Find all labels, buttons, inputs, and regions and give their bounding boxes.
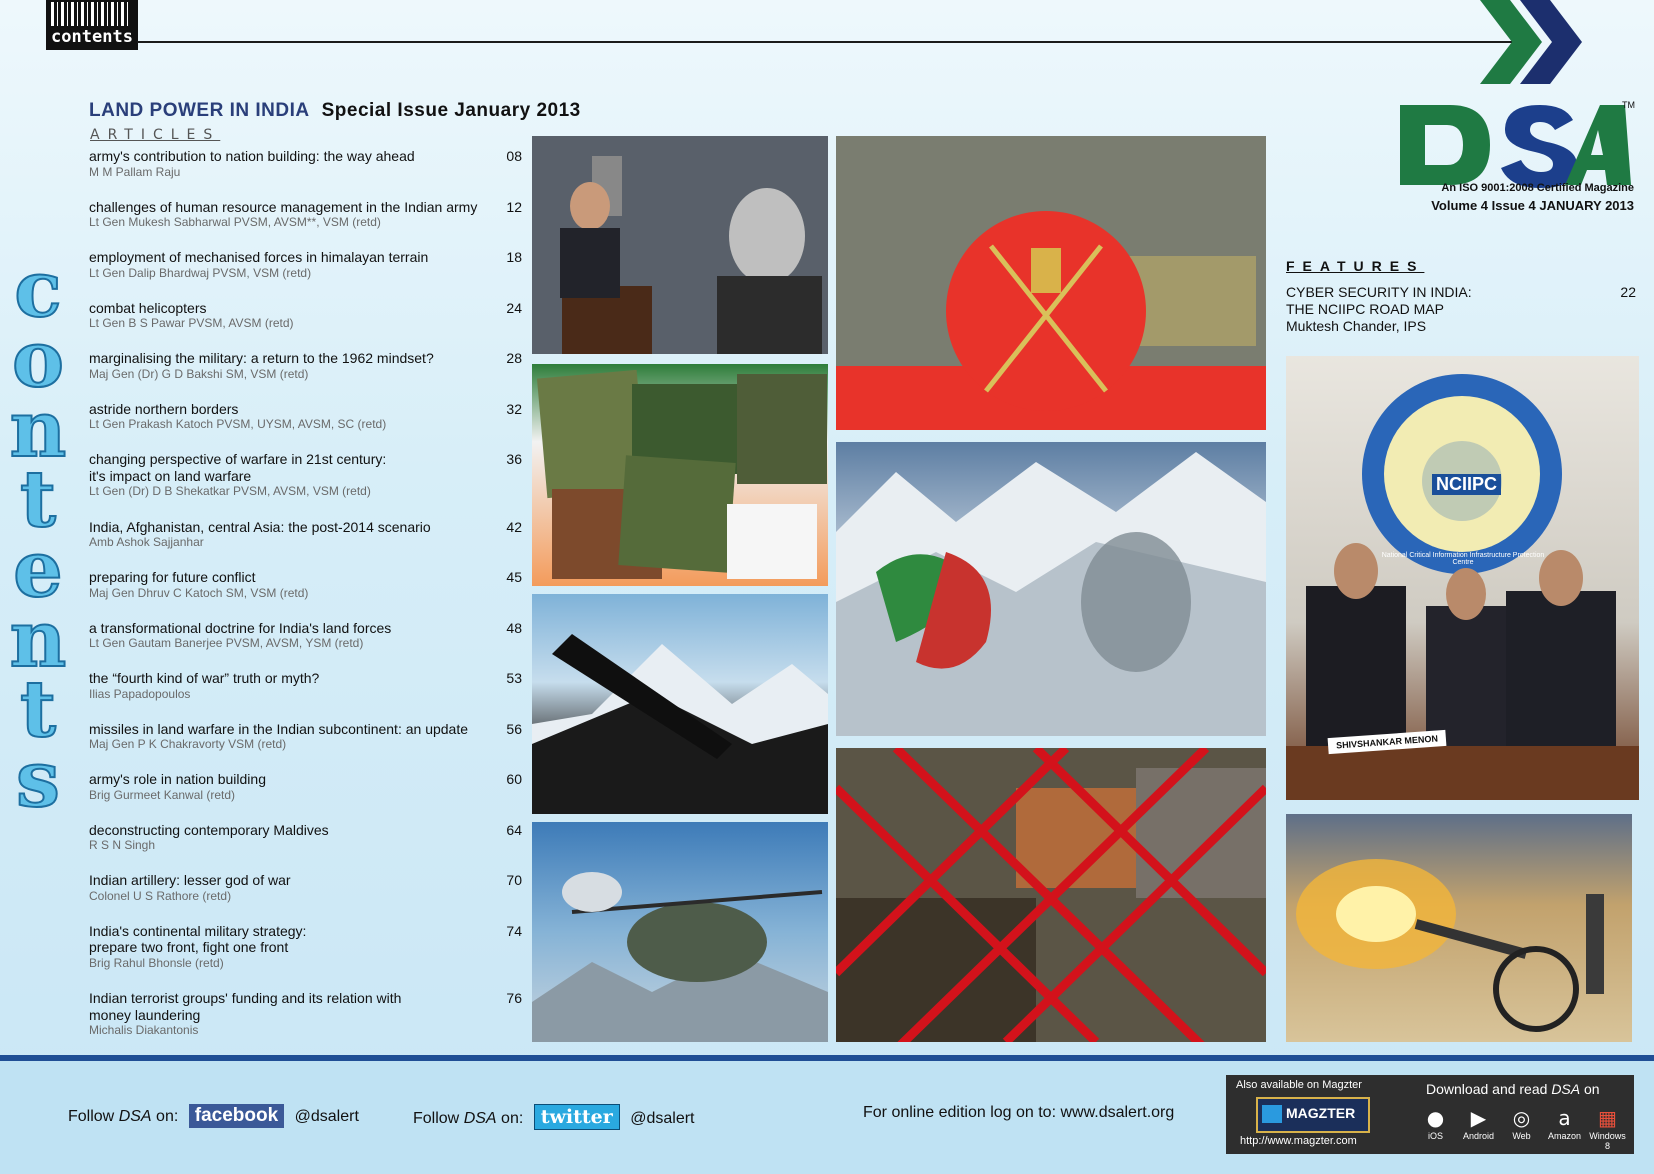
platform-web[interactable] [1500, 1105, 1543, 1141]
article-list [89, 148, 526, 1058]
side-word-letter: c [14, 244, 62, 335]
twitter-handle[interactable]: @dsalert [630, 1110, 695, 1127]
article-page-number: 76 [506, 990, 522, 1006]
amazon-icon: a [1558, 1106, 1571, 1130]
magzter-promo[interactable] [1226, 1075, 1634, 1154]
article-author: Brig Gurmeet Kanwal (retd) [89, 787, 236, 802]
article-author: Lt Gen Mukesh Sabharwal PVSM, AVSM**, VSM (retd) [89, 215, 381, 229]
side-word-letter: o [11, 314, 65, 405]
photo-minister-speaking [532, 136, 828, 354]
article-author: Maj Gen (Dr) G D Bakshi SM, VSM (retd) [89, 366, 309, 381]
article-page-number: 36 [506, 451, 522, 467]
article-page-number: 32 [506, 400, 522, 417]
online-edition-link[interactable]: For online edition log on to: www.dsalert.org [863, 1104, 1175, 1121]
article-entry[interactable] [89, 401, 526, 452]
side-word-letter: n [9, 384, 67, 475]
article-page-number: 18 [506, 249, 522, 265]
article-author: Ilias Papadopoulos [89, 686, 191, 701]
article-title: a transformational doctrine for India's land forces [89, 619, 392, 636]
article-entry[interactable] [89, 822, 526, 873]
article-page-number: 42 [506, 518, 522, 535]
article-author: Amb Ashok Sajjanhar [89, 535, 204, 549]
android-play-icon: ▶ [1470, 1106, 1487, 1130]
photo-helicopter [532, 822, 828, 1042]
photo-mountains-flags [836, 442, 1266, 736]
issue-title-edition: Special Issue January 2013 [321, 100, 581, 121]
article-page-number: 24 [506, 299, 522, 316]
article-author: Michalis Diakantonis [89, 1023, 199, 1037]
nciipc-seal-text: NCIIPC [1432, 474, 1501, 495]
article-entry[interactable] [89, 721, 526, 772]
chevron-arrows-icon [1480, 0, 1590, 84]
article-title: deconstructing contemporary Maldives [89, 821, 329, 838]
platform-windows-8[interactable] [1586, 1105, 1629, 1151]
article-page-number: 60 [506, 771, 522, 787]
windows-icon: ▦ [1598, 1106, 1617, 1130]
article-page-number: 45 [506, 569, 522, 585]
platform-label: Amazon [1547, 1131, 1582, 1141]
photo-nciipc-launch [1286, 356, 1639, 800]
photo-army-emblem [836, 136, 1266, 430]
article-author: Colonel U S Rathore (retd) [89, 888, 232, 903]
article-title: Indian artillery: lesser god of war [89, 872, 291, 888]
magzter-logo[interactable] [1256, 1097, 1370, 1133]
article-title: India's continental military strategy: [89, 922, 307, 939]
article-page-number: 28 [506, 350, 522, 366]
side-contents-word [8, 244, 68, 825]
article-entry[interactable] [89, 923, 526, 991]
article-author: Lt Gen Prakash Katoch PVSM, UYSM, AVSM, SC (retd) [89, 417, 387, 431]
volume-issue-line: Volume 4 Issue 4 JANUARY 2013 [1431, 198, 1634, 213]
article-page-number: 53 [506, 670, 522, 686]
article-title: army's contribution to nation building: the way ahead [89, 148, 415, 164]
article-title: combat helicopters [89, 299, 207, 316]
side-word-letter: e [13, 524, 63, 615]
article-page-number: 12 [506, 198, 522, 215]
article-author: R S N Singh [89, 838, 156, 852]
photo-mountain-silhouette [532, 594, 828, 814]
article-entry[interactable] [89, 300, 526, 351]
photo-soldiers-collage [532, 364, 828, 586]
platform-label: iOS [1427, 1131, 1443, 1141]
article-page-number: 74 [506, 922, 522, 939]
article-author: Lt Gen B S Pawar PVSM, AVSM (retd) [89, 316, 294, 330]
article-author: Lt Gen Dalip Bhardwaj PVSM, VSM (retd) [89, 265, 312, 280]
feature-author: Muktesh Chander, IPS [1286, 318, 1427, 334]
article-entry[interactable] [89, 519, 526, 570]
article-title: India, Afghanistan, central Asia: the post-2014 scenario [89, 518, 431, 535]
platform-ios[interactable] [1414, 1105, 1457, 1141]
feature-entry[interactable] [1286, 284, 1636, 335]
facebook-icon[interactable]: facebook [189, 1104, 284, 1128]
follow-facebook[interactable]: Follow DSA on: facebook @dsalert [68, 1105, 359, 1126]
article-author: Maj Gen P K Chakravorty VSM (retd) [89, 737, 287, 751]
article-title: prepare two front, fight one front [89, 939, 289, 955]
platform-amazon[interactable] [1543, 1105, 1586, 1141]
facebook-handle[interactable]: @dsalert [294, 1108, 359, 1125]
trademark-mark: TM [1622, 100, 1635, 110]
article-title: employment of mechanised forces in himalayan terrain [89, 249, 429, 265]
article-entry[interactable] [89, 620, 526, 671]
article-entry[interactable] [89, 771, 526, 822]
article-title: Indian terrorist groups' funding and its relation with [89, 990, 402, 1006]
magzter-url[interactable]: http://www.magzter.com [1240, 1135, 1357, 1147]
article-title: money laundering [89, 1006, 201, 1023]
barcode-graphic [51, 2, 131, 26]
photo-conflict-collage [836, 748, 1266, 1042]
article-author: Brig Rahul Bhonsle (retd) [89, 955, 224, 970]
magzter-caption: Also available on Magzter [1236, 1079, 1362, 1091]
issue-title-theme: LAND POWER IN INDIA [89, 100, 310, 121]
article-title: preparing for future conflict [89, 569, 256, 585]
article-title: it's impact on land warfare [89, 467, 252, 484]
article-entry[interactable] [89, 199, 526, 250]
dsa-logo [1395, 100, 1635, 190]
features-heading: FEATURES [1286, 258, 1425, 274]
nameplate: SHIVSHANKAR MENON [1328, 730, 1447, 754]
article-entry[interactable] [89, 148, 526, 199]
side-word-letter: t [19, 454, 57, 545]
article-title: army's role in nation building [89, 771, 266, 787]
twitter-icon[interactable]: twitter [534, 1104, 620, 1130]
magzter-m-icon [1262, 1105, 1282, 1123]
web-globe-icon: ◎ [1512, 1106, 1531, 1130]
platform-android[interactable] [1457, 1105, 1500, 1141]
article-entry[interactable] [89, 249, 526, 300]
article-entry[interactable] [89, 350, 526, 401]
article-page-number: 64 [506, 821, 522, 838]
download-heading: Download and read DSA on [1426, 1081, 1600, 1097]
article-entry[interactable] [89, 990, 526, 1058]
article-page-number: 56 [506, 720, 522, 737]
contents-tag-label: contents [51, 27, 133, 47]
feature-title-line1: CYBER SECURITY IN INDIA: [1286, 284, 1472, 300]
article-entry[interactable] [89, 569, 526, 620]
issue-title [89, 100, 581, 122]
follow-twitter[interactable]: Follow DSA on: twitter @dsalert [413, 1106, 695, 1128]
platform-label: Web [1512, 1131, 1531, 1141]
side-word-letter: t [19, 664, 57, 755]
iso-certification-line: An ISO 9001:2008 Certified Magazine [1441, 182, 1634, 194]
nciipc-ring-text: National Critical Information Infrastructure Protection Centre [1381, 552, 1545, 566]
top-rule [137, 41, 1517, 43]
side-word-letter: s [16, 734, 60, 825]
side-word-letter: n [9, 594, 67, 685]
magzter-logo-text: MAGZTER [1286, 1105, 1356, 1121]
article-title: changing perspective of warfare in 21st century: [89, 451, 387, 467]
articles-heading: ARTICLES [90, 127, 221, 143]
platform-icons [1414, 1105, 1629, 1151]
contents-tag [46, 0, 138, 50]
article-page-number: 08 [506, 148, 522, 164]
article-title: challenges of human resource management in the Indian army [89, 198, 478, 215]
article-title: the “fourth kind of war” truth or myth? [89, 670, 320, 686]
feature-title-line2: THE NCIIPC ROAD MAP [1286, 301, 1444, 317]
apple-icon: ● [1426, 1106, 1445, 1130]
article-entry[interactable] [89, 872, 526, 923]
article-title: astride northern borders [89, 400, 239, 417]
article-author: Lt Gen Gautam Banerjee PVSM, AVSM, YSM (retd) [89, 636, 364, 650]
article-author: M M Pallam Raju [89, 164, 181, 179]
article-page-number: 48 [506, 619, 522, 636]
feature-page-number: 22 [1620, 284, 1636, 300]
article-entry[interactable] [89, 451, 526, 519]
article-page-number: 70 [506, 872, 522, 888]
article-entry[interactable] [89, 670, 526, 721]
article-title: marginalising the military: a return to the 1962 mindset? [89, 350, 434, 366]
photo-artillery-gun [1286, 814, 1632, 1042]
platform-label: Android [1462, 1131, 1495, 1141]
article-author: Lt Gen (Dr) D B Shekatkar PVSM, AVSM, VSM (retd) [89, 484, 371, 498]
article-title: missiles in land warfare in the Indian subcontinent: an update [89, 720, 469, 737]
article-author: Maj Gen Dhruv C Katoch SM, VSM (retd) [89, 585, 309, 600]
platform-label: Windows 8 [1589, 1131, 1626, 1151]
